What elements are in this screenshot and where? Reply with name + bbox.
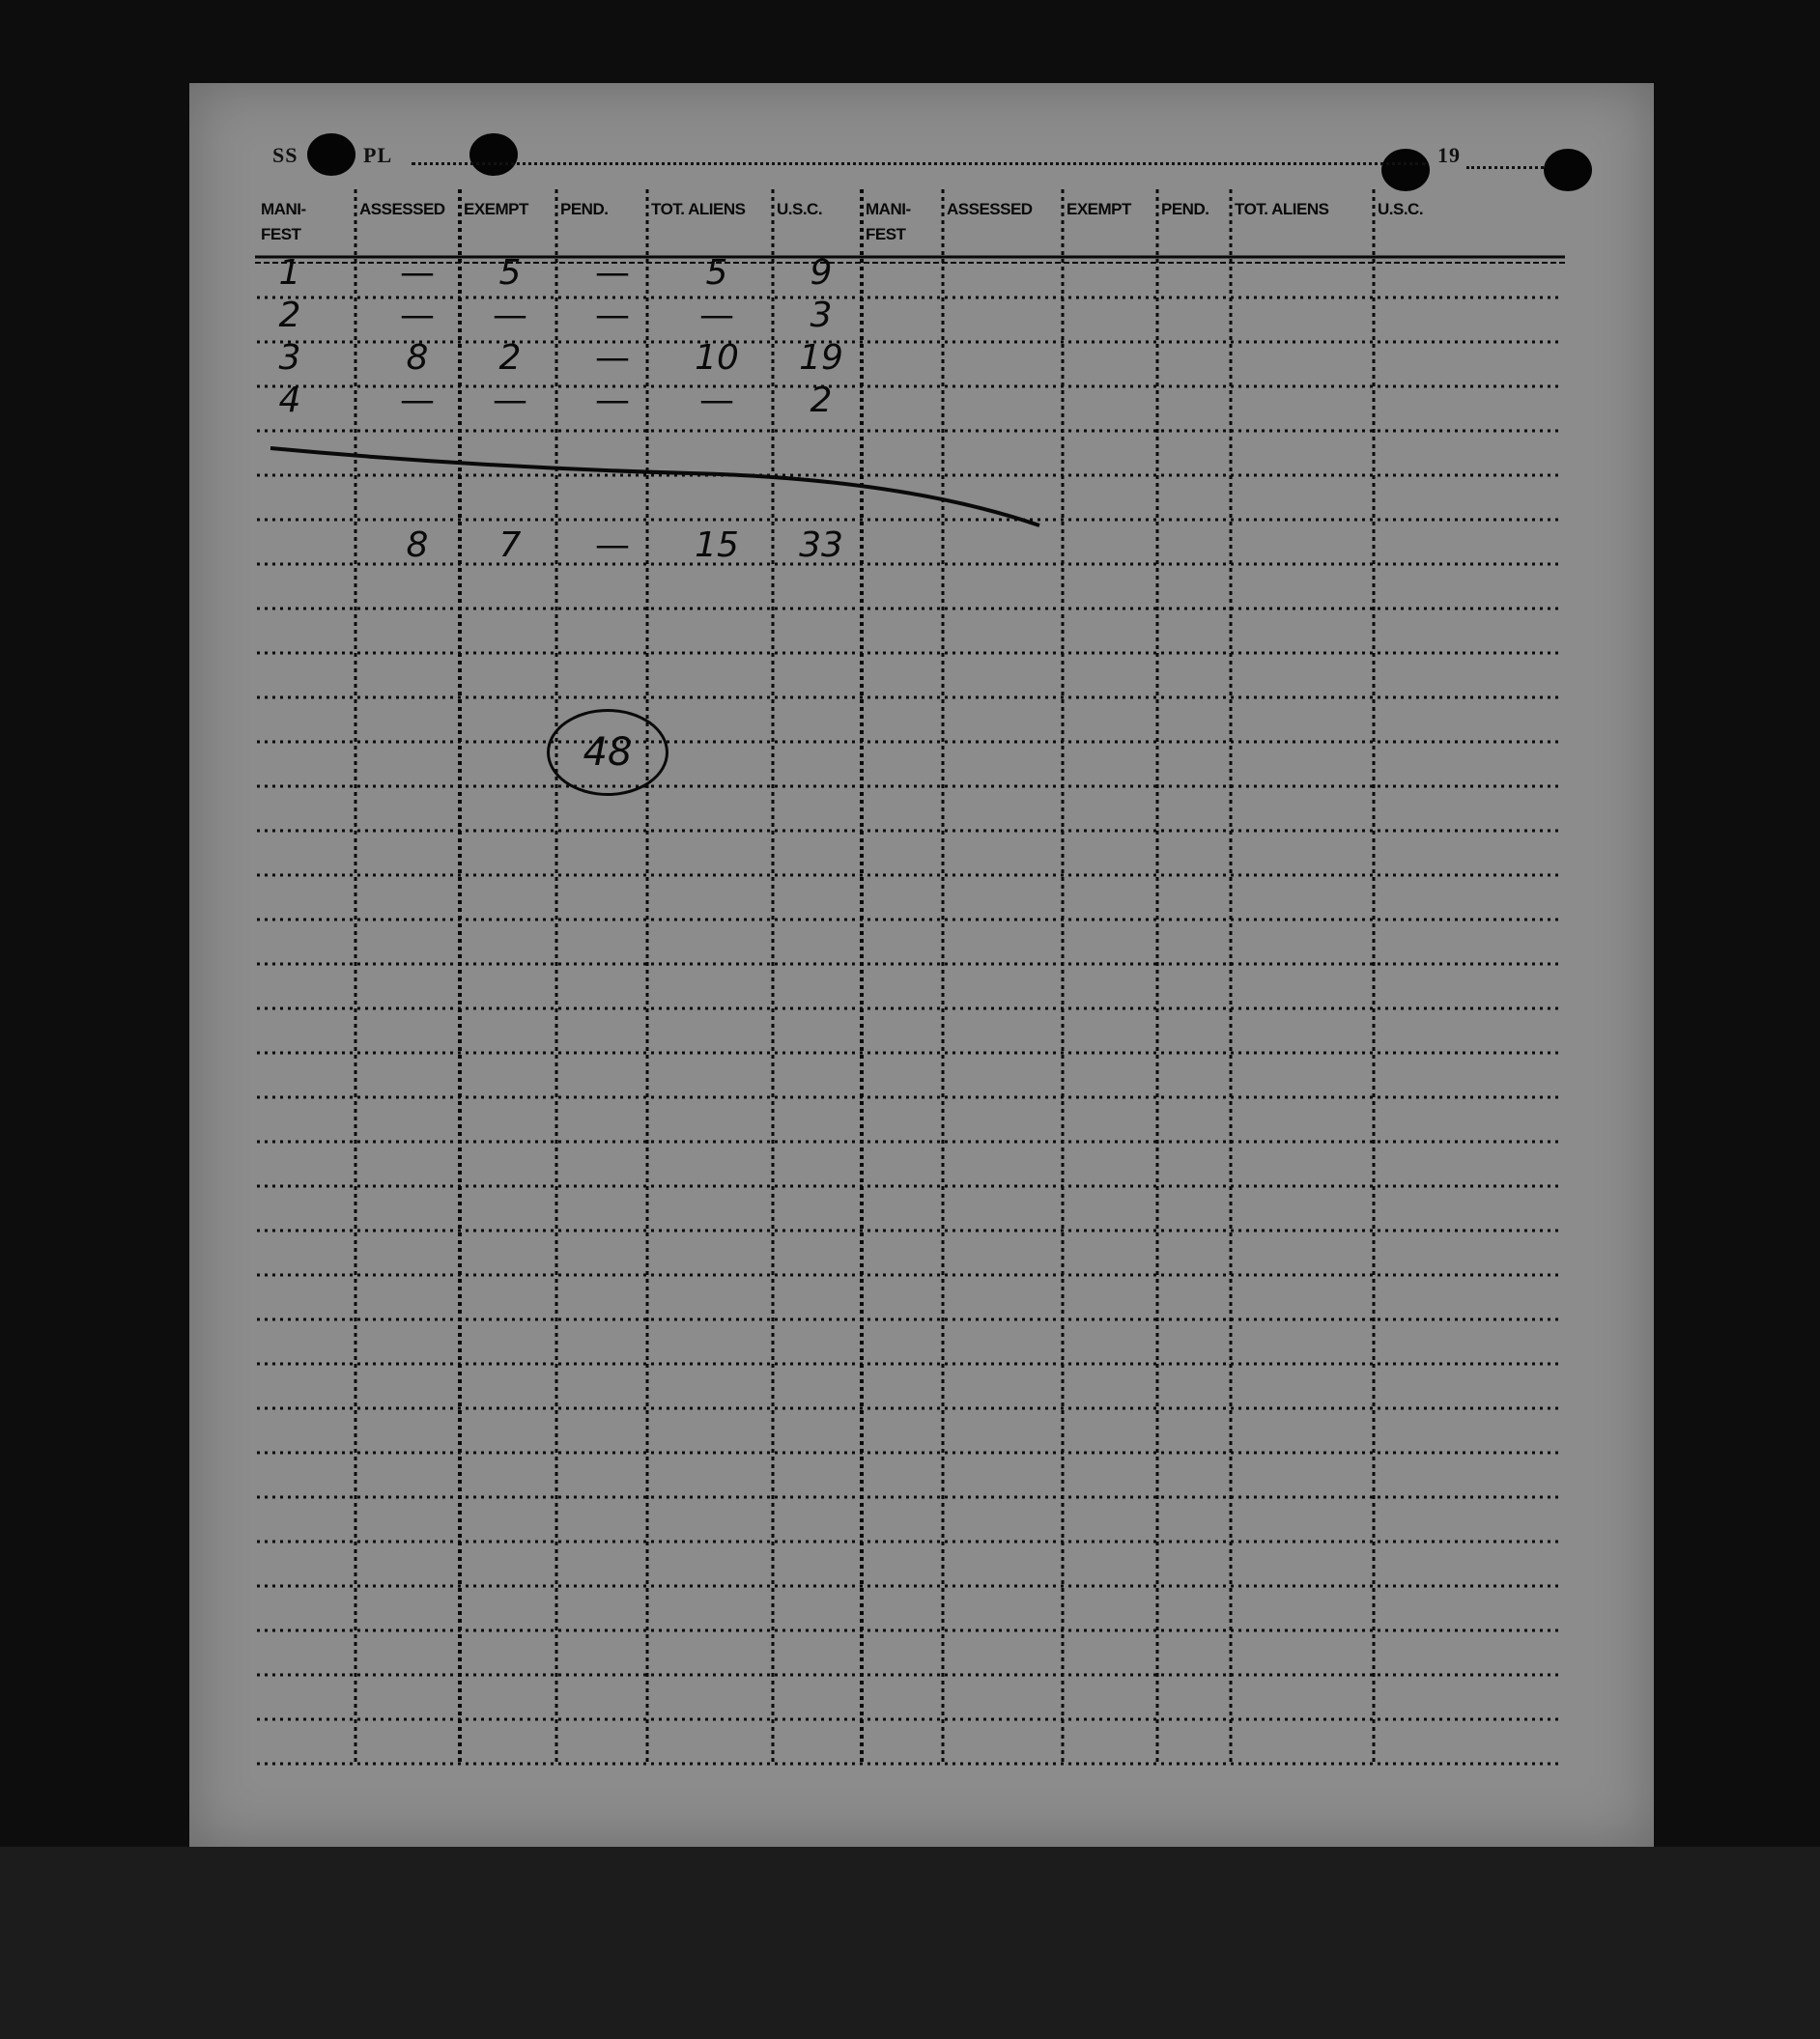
entry-cell-exempt: 5 (498, 253, 522, 293)
entry-cell-assessed: 8 (406, 338, 429, 378)
column-header-top: PEND. (1161, 200, 1209, 218)
entry-cell-manifest: 4 (278, 381, 301, 420)
column-header-top: MANI- (261, 200, 306, 218)
entry-cell-manifest: 2 (278, 296, 301, 335)
grand-total-circled: 48 (547, 709, 668, 796)
column-header-bottom: FEST (866, 225, 906, 243)
column-header-top: ASSESSED (947, 200, 1033, 218)
entry-cell-assessed: — (400, 253, 435, 293)
total-cell-usc: 33 (799, 525, 843, 565)
entry-cell-exempt: — (493, 381, 527, 420)
entry-cell-pend: — (595, 296, 630, 335)
total-cell-assessed: 8 (406, 525, 429, 565)
column-header-top: EXEMPT (464, 200, 528, 218)
entry-cell-tot_aliens: 5 (705, 253, 728, 293)
ss-label: SS (272, 143, 299, 167)
entry-cell-exempt: — (493, 296, 527, 335)
column-header-top: TOT. ALIENS (651, 200, 746, 218)
entry-cell-assessed: — (400, 381, 435, 420)
column-header-bottom: FEST (261, 225, 301, 243)
entry-cell-usc: 9 (810, 253, 833, 293)
entry-cell-usc: 3 (810, 296, 833, 335)
entry-cell-pend: — (595, 338, 630, 378)
entry-cell-usc: 19 (799, 338, 843, 378)
pl-label: PL (363, 143, 393, 167)
column-header-top: PEND. (560, 200, 609, 218)
year-label: 19 (1437, 143, 1461, 167)
column-header-top: U.S.C. (1378, 200, 1424, 218)
entry-cell-pend: — (595, 381, 630, 420)
scan-background (0, 1847, 1820, 2039)
entry-cell-pend: — (595, 253, 630, 293)
entry-cell-manifest: 3 (278, 338, 301, 378)
entry-cell-manifest: 1 (278, 253, 301, 293)
total-underline-stroke (270, 448, 1039, 525)
column-header-top: MANI- (866, 200, 911, 218)
entry-cell-tot_aliens: 10 (695, 338, 739, 378)
column-header-top: ASSESSED (359, 200, 445, 218)
entry-cell-tot_aliens: — (699, 296, 734, 335)
entry-cell-assessed: — (400, 296, 435, 335)
total-cell-exempt: 7 (498, 525, 522, 565)
total-cell-pend: — (595, 525, 630, 565)
column-header-top: EXEMPT (1066, 200, 1131, 218)
entry-cell-usc: 2 (810, 381, 833, 420)
column-header-top: TOT. ALIENS (1235, 200, 1329, 218)
total-cell-tot_aliens: 15 (695, 525, 739, 565)
entry-cell-exempt: 2 (498, 338, 522, 378)
column-header-top: U.S.C. (777, 200, 823, 218)
form-sheet (189, 83, 1654, 1847)
entry-cell-tot_aliens: — (699, 381, 734, 420)
